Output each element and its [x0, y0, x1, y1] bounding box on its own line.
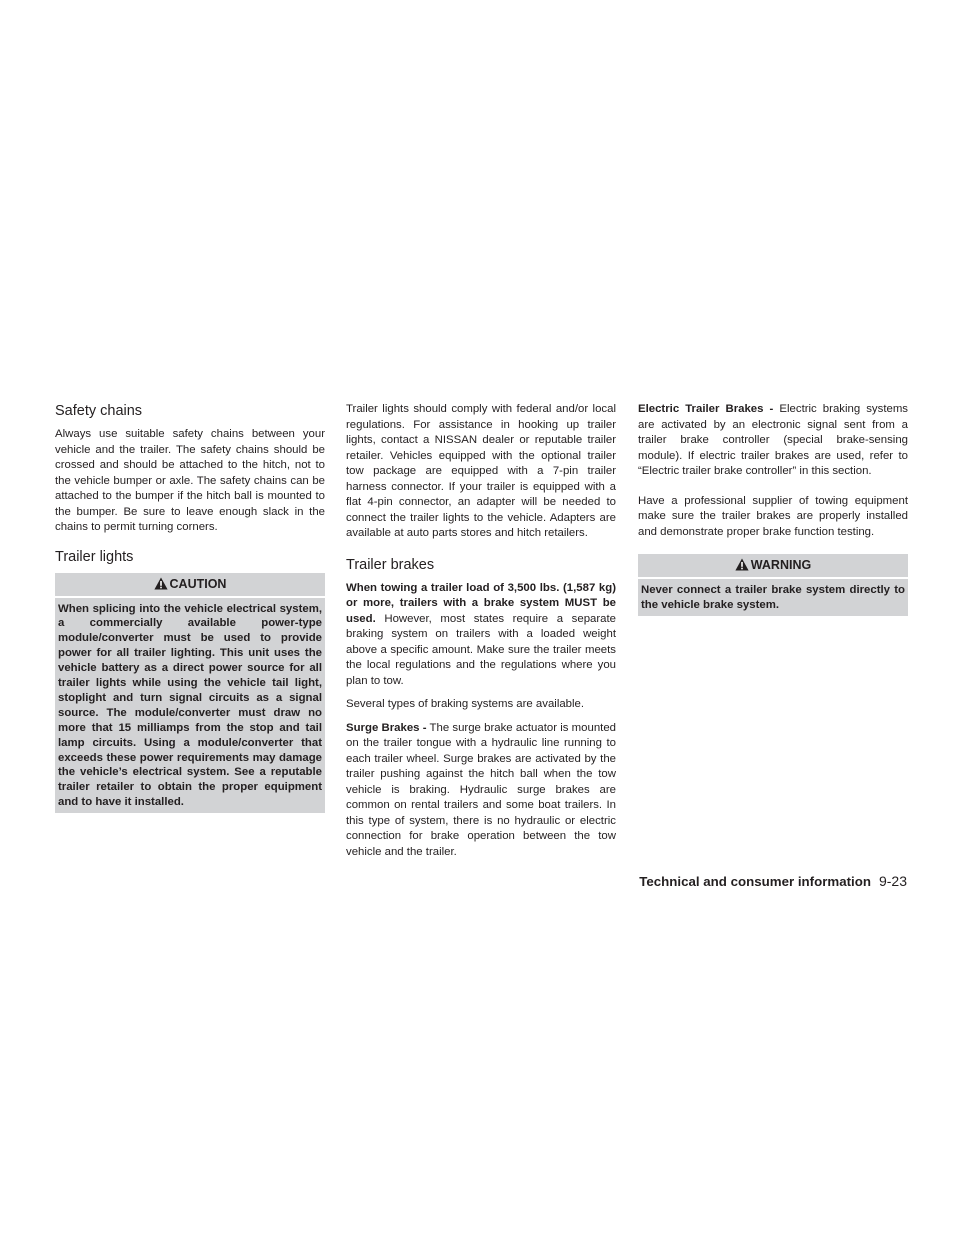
- safety-chains-heading: Safety chains: [55, 403, 143, 419]
- column-right: [638, 402, 908, 626]
- page-number: 9-23: [878, 873, 907, 889]
- surge-brakes-text: The surge brake actuator is mounted on the trailer tongue with a hydraulic line running to each trailer wheel. Surge brakes are activated by the trailer pushing against the hitch ball when the tow vehicle is braking. Hydraulic surge brakes are common on rental trailers and some boat trailers. In this type of system, there is no hydraulic or electric connection for brake operation between the tow vehicle and the trailer.: [346, 721, 617, 858]
- column-left: [55, 402, 325, 823]
- professional-supplier-paragraph: Have a professional supplier of towing equipment make sure the trailer brakes are properly installed and demonstrate proper brake function testing.: [638, 494, 908, 538]
- electric-brakes-label: Electric Trailer Brakes -: [638, 403, 774, 415]
- warning-box: [638, 554, 908, 616]
- trailer-lights-heading: Trailer lights: [55, 548, 134, 565]
- safety-chains-paragraph: Always use suitable safety chains between your vehicle and the trailer. The safety chains should be crossed and should be attached to the hitch, not to the vehicle bumper or axle. The safety chains can be attached to the bumper if the hitch ball is mounted to the bumper. Be sure to leave enough slack in the chains to permit turning corners.: [55, 428, 325, 533]
- trailer-brakes-paragraph: [346, 581, 616, 690]
- warning-header: [638, 554, 908, 579]
- caution-box: [55, 573, 325, 814]
- page-footer: [639, 873, 907, 890]
- surge-brakes-label: Surge Brakes -: [346, 721, 427, 734]
- warning-text: Never connect a trailer brake system directly to the vehicle brake system.: [641, 584, 905, 611]
- warning-label: WARNING: [750, 558, 812, 572]
- column-middle: [346, 402, 616, 868]
- surge-brakes-paragraph: [346, 721, 616, 861]
- caution-header: [55, 573, 325, 598]
- electric-brakes-paragraph: [638, 402, 908, 480]
- warning-triangle-icon: [154, 577, 168, 590]
- warning-triangle-icon: [735, 558, 749, 571]
- trailer-brakes-bold-text: When towing a trailer load of 3,500 lbs. (1,587 kg) or more, trailers with a brake system MUST be used.: [346, 581, 616, 625]
- electric-brakes-text: Electric braking systems are activated by an electronic signal sent from a trailer brake controller (special brake-sensing module). If electric trailer brakes are used, refer to “Electric trailer brake controller” in this section.: [638, 403, 909, 477]
- trailer-brakes-text: However, most states require a separate braking system on trailers with a loaded weight above a specific amount. Make sure the trailer meets the local regulations and the regulations where you plan to tow.: [346, 612, 616, 687]
- braking-types-paragraph: Several types of braking systems are available.: [346, 698, 585, 710]
- footer-section-title: Technical and consumer information: [639, 874, 871, 889]
- trailer-lights-paragraph: Trailer lights should comply with federal and/or local regulations. For assistance in hooking up trailer lights, contact a NISSAN dealer or reputable trailer retailer. Vehicles equipped with the optional trailer tow package are equipped with a 7-pin trailer harness connector. If your trailer is equipped with a flat 4-pin connector, an adapter will be needed to connect the trailer lights to the vehicle. Adapters are available at auto parts stores and hitch retailers.: [346, 403, 616, 539]
- trailer-brakes-heading: Trailer brakes: [346, 556, 435, 573]
- caution-text: When splicing into the vehicle electrical system, a commercially available power-type module/converter must be used to provide power for all trailer lighting. This unit uses the vehicle battery as a direct power source for all trailer lights while using the vehicle tail light, stoplight and turn signal circuits as a signal source. The module/converter must draw no more that 15 milliamps from the stop and tail lamp circuits. Using a module/converter that exceeds these power requirements may damage the vehicle’s electrical system. See a reputable trailer retailer to obtain the proper equipment and to have it installed.: [58, 602, 322, 809]
- caution-label: CAUTION: [169, 576, 227, 591]
